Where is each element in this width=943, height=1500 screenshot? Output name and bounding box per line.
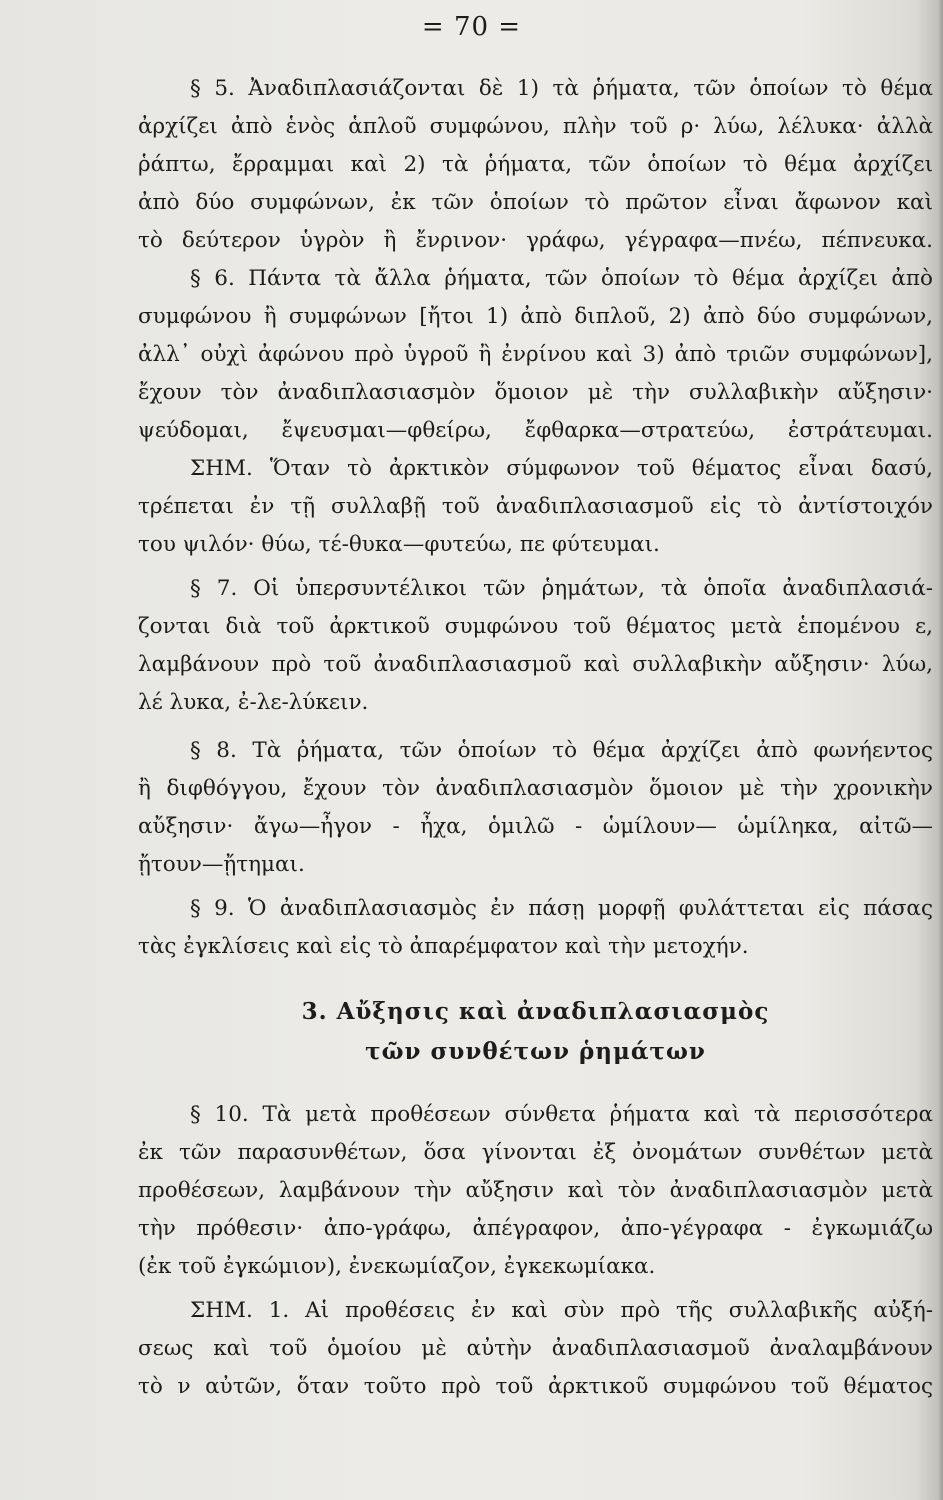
section-heading-line-2: τῶν συνθέτων ῥημάτων: [365, 1038, 706, 1065]
text-line: συμφώνου ἢ συμφώνων [ἤτοι 1) ἀπὸ διπλοῦ, 2) ἀπὸ δύο συμφώνων,: [138, 304, 933, 329]
text-line: ἐκ τῶν παρασυνθέτων, ὅσα γίνονται ἐξ ὀνομάτων συνθέτων μετὰ: [138, 1140, 933, 1165]
section-heading-line-1: 3. Αὔξησις καὶ ἀναδιπλασιασμὸς: [301, 998, 770, 1025]
text-line: λαμβάνουν πρὸ τοῦ ἀναδιπλασιασμοῦ καὶ συλλαβικὴν αὔξησιν· λύω,: [138, 652, 933, 677]
paragraph-8: [138, 732, 933, 884]
note-1: [138, 450, 933, 564]
text-line: σεως καὶ τοῦ ὁμοίου μὲ αὐτὴν ἀναδιπλασιασμοῦ ἀναλαμβάνουν: [138, 1336, 933, 1361]
paragraph-9: [138, 890, 933, 966]
text-line: ᾔτουν—ᾔτημαι.: [138, 852, 305, 877]
text-line: προθέσεων, λαμβάνουν τὴν αὔξησιν καὶ τὸν ἀναδιπλασιασμὸν μετὰ: [138, 1178, 933, 1203]
text-line: § 9. Ὁ ἀναδιπλασιασμὸς ἐν πάσῃ μορφῇ φυλάττεται εἰς πάσας: [190, 896, 933, 921]
text-line: ἢ διφθόγγου, ἔχουν τὸν ἀναδιπλασιασμὸν ὅμοιον μὲ τὴν χρονικὴν: [138, 776, 933, 801]
text-line: ἀλλ᾽ οὐχὶ ἀφώνου πρὸ ὑγροῦ ἢ ἐνρίνου καὶ 3) ἀπὸ τριῶν συμφώνων],: [138, 342, 933, 367]
text-line: τρέπεται ἐν τῇ συλλαβῇ τοῦ ἀναδιπλασιασμοῦ εἰς τὸ ἀντίστοιχόν: [138, 494, 933, 519]
page-body: [138, 70, 933, 1406]
text-line: ἀρχίζει ἀπὸ ἑνὸς ἁπλοῦ συμφώνου, πλὴν τοῦ ρ· λύω, λέλυκα· ἀλλὰ: [138, 114, 933, 139]
section-heading: [138, 992, 933, 1072]
page-number: = 70 =: [421, 12, 522, 42]
text-line: τὸ δεύτερον ὑγρὸν ἢ ἔνρινον· γράφω, γέγραφα—πνέω, πέπνευκα.: [138, 228, 933, 253]
text-line: του ψιλόν· θύω, τέ-θυκα—φυτεύω, πε φύτευμαι.: [138, 532, 660, 557]
text-line: § 7. Οἱ ὑπερσυντέλικοι τῶν ῥημάτων, τὰ ὁποῖα ἀναδιπλασιά-: [190, 576, 933, 601]
text-line: ῥάπτω, ἔρραμμαι καὶ 2) τὰ ῥήματα, τῶν ὁποίων τὸ θέμα ἀρχίζει: [138, 152, 933, 177]
paragraph-5: [138, 70, 933, 260]
text-line: λέ λυκα, ἐ-λε-λύκειν.: [138, 690, 369, 715]
paragraph-10: [138, 1096, 933, 1286]
text-line: τὴν πρόθεσιν· ἀπο-γράφω, ἀπέγραφον, ἀπο-γέγραφα - ἐγκωμιάζω: [138, 1216, 933, 1241]
note-2: [138, 1292, 933, 1406]
text-line: § 8. Τὰ ῥήματα, τῶν ὁποίων τὸ θέμα ἀρχίζει ἀπὸ φωνήεντος: [190, 738, 933, 763]
text-line: ΣΗΜ. 1. Αἱ προθέσεις ἐν καὶ σὺν πρὸ τῆς συλλαβικῆς αὐξή-: [190, 1298, 933, 1323]
text-line: § 5. Ἀναδιπλασιάζονται δὲ 1) τὰ ῥήματα, τῶν ὁποίων τὸ θέμα: [190, 76, 933, 101]
text-line: (ἐκ τοῦ ἐγκώμιον), ἐνεκωμίαζον, ἐγκεκωμίακα.: [138, 1254, 656, 1279]
text-line: τὰς ἐγκλίσεις καὶ εἰς τὸ ἀπαρέμφατον καὶ τὴν μετοχήν.: [138, 934, 749, 959]
text-line: ζονται διὰ τοῦ ἀρκτικοῦ συμφώνου τοῦ θέματος μετὰ ἑπομένου ε,: [138, 614, 933, 639]
text-line: ἔχουν τὸν ἀναδιπλασιασμὸν ὅμοιον μὲ τὴν συλλαβικὴν αὔξησιν·: [138, 380, 933, 405]
text-line: ἀπὸ δύο συμφώνων, ἐκ τῶν ὁποίων τὸ πρῶτον εἶναι ἄφωνον καὶ: [138, 190, 933, 215]
text-line: § 10. Τὰ μετὰ προθέσεων σύνθετα ῥήματα καὶ τὰ περισσότερα: [190, 1102, 933, 1127]
text-line: αὔξησιν· ἄγω—ἦγον - ἦχα, ὁμιλῶ - ὡμίλουν— ὡμίληκα, αἰτῶ—: [138, 814, 933, 839]
text-line: τὸ ν αὐτῶν, ὅταν τοῦτο πρὸ τοῦ ἀρκτικοῦ συμφώνου τοῦ θέματος: [138, 1374, 933, 1399]
text-line: ΣΗΜ. Ὅταν τὸ ἀρκτικὸν σύμφωνον τοῦ θέματος εἶναι δασύ,: [190, 456, 933, 481]
paragraph-6: [138, 260, 933, 450]
page-edge-shadow: [937, 0, 943, 1500]
text-line: § 6. Πάντα τὰ ἄλλα ῥήματα, τῶν ὁποίων τὸ θέμα ἀρχίζει ἀπὸ: [190, 266, 933, 291]
paragraph-7: [138, 570, 933, 722]
text-line: ψεύδομαι, ἔψευσμαι—φθείρω, ἔφθαρκα—στρατεύω, ἐστράτευμαι.: [138, 418, 933, 443]
